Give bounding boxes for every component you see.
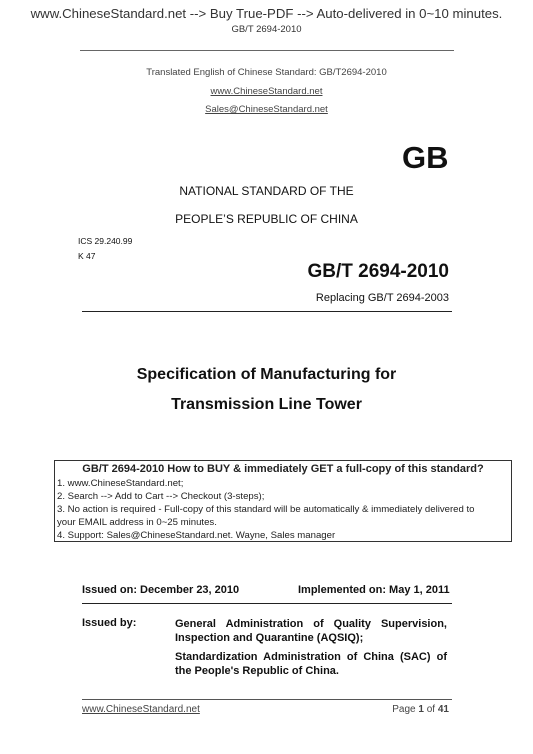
ics-code: ICS 29.240.99	[78, 236, 133, 246]
header-banner: www.ChineseStandard.net --> Buy True-PDF --> Auto-delivered in 0~10 minutes.	[30, 6, 503, 21]
gb-logo: GB	[402, 140, 449, 175]
page-number: 1	[418, 704, 424, 715]
page-indicator	[392, 704, 449, 715]
footer-website-link[interactable]: www.ChineseStandard.net	[82, 704, 200, 715]
national-line-1: NATIONAL STANDARD OF THE	[179, 184, 354, 198]
header-doc-code: GB/T 2694-2010	[231, 24, 302, 35]
buy-step-2: 2. Search --> Add to Cart --> Checkout (3-steps);	[57, 491, 265, 502]
translated-note: Translated English of Chinese Standard: GB/T2694-2010	[146, 67, 387, 78]
buy-box-heading: GB/T 2694-2010 How to BUY & immediately GET a full-copy of this standard?	[82, 463, 484, 475]
standard-number: GB/T 2694-2010	[307, 261, 449, 282]
issued-by-label: Issued by:	[82, 617, 137, 629]
title-line-1: Specification of Manufacturing for	[136, 366, 397, 383]
title-line-2: Transmission Line Tower	[171, 396, 362, 413]
issuer-aqsiq: General Administration of Quality Supervision, Inspection and Quarantine (AQSIQ);	[175, 618, 447, 644]
buy-step-3: 3. No action is required - Full-copy of this standard will be automatically & immediately delivered to	[57, 504, 475, 515]
buy-box	[54, 460, 512, 542]
footer-divider	[82, 699, 452, 700]
header-divider	[80, 50, 454, 51]
buy-step-1[interactable]: 1. www.ChineseStandard.net;	[57, 478, 184, 489]
dates-divider	[82, 603, 452, 604]
buy-step-4: 4. Support: Sales@ChineseStandard.net. Wayne, Sales manager	[57, 530, 336, 541]
implemented-on: Implemented on: May 1, 2011	[298, 584, 450, 596]
national-line-2: PEOPLE’S REPUBLIC OF CHINA	[175, 212, 358, 226]
replacing-note: Replacing GB/T 2694-2003	[315, 292, 449, 304]
website-link[interactable]: www.ChineseStandard.net	[210, 86, 323, 97]
k-code: K 47	[78, 251, 96, 261]
page-total: 41	[437, 704, 449, 715]
page-prefix: Page	[392, 704, 416, 715]
buy-step-3-cont: your EMAIL address in 0~25 minutes.	[57, 517, 217, 528]
title-divider	[82, 311, 452, 312]
email-link[interactable]: Sales@ChineseStandard.net	[205, 104, 328, 115]
issuer-sac: Standardization Administration of China (SAC) of the People's Republic of China.	[175, 651, 447, 677]
page-of: of	[426, 704, 436, 715]
issued-on: Issued on: December 23, 2010	[82, 584, 240, 596]
